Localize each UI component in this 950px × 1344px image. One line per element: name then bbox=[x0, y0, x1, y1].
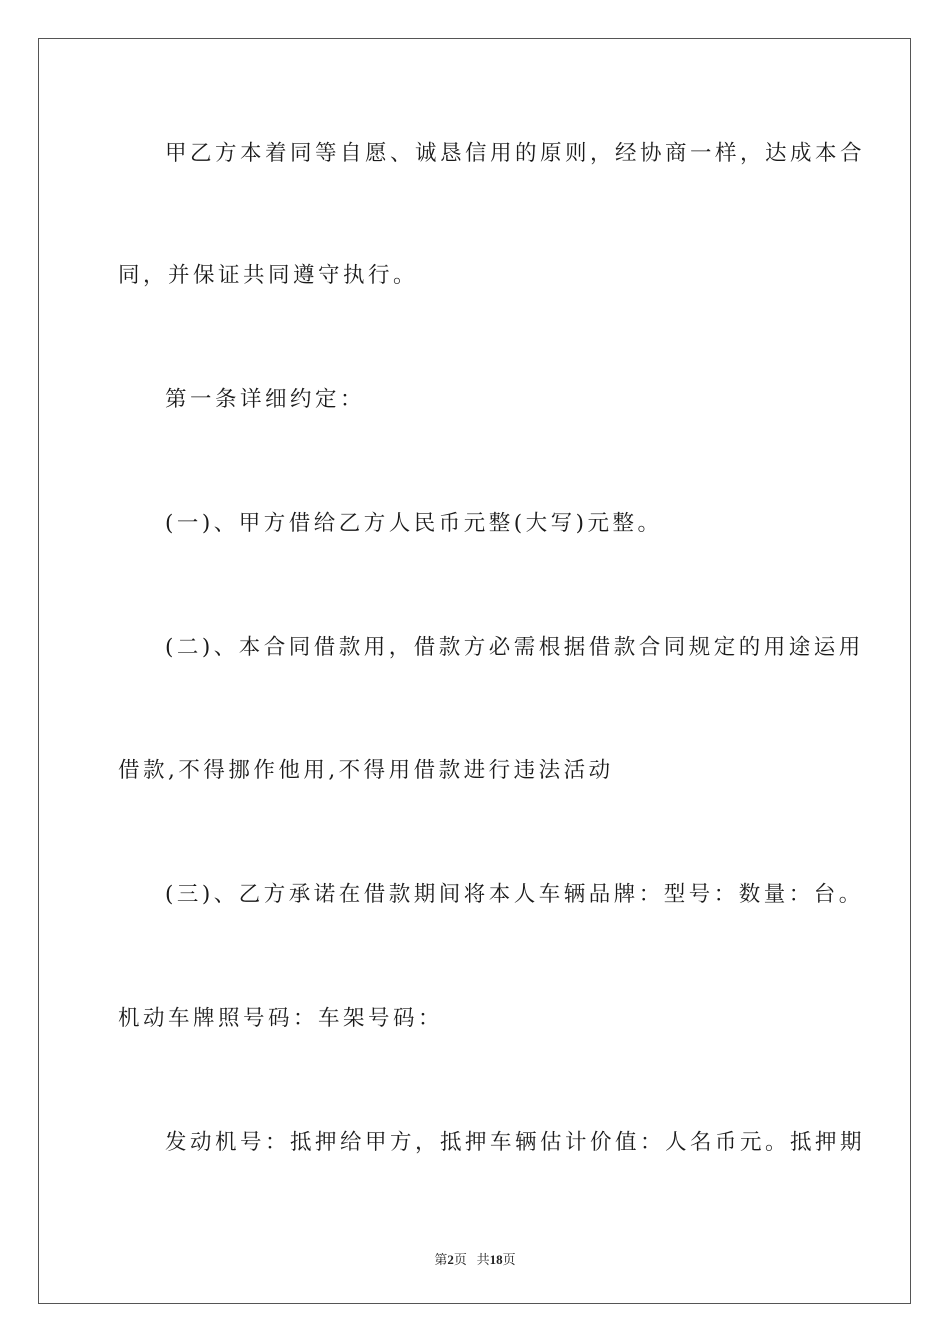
clause-3-line-2: 机动车牌照号码：车架号码： bbox=[118, 1006, 444, 1031]
page-border bbox=[38, 38, 911, 1304]
page-prefix: 第 bbox=[434, 1252, 448, 1267]
total-suffix: 页 bbox=[502, 1252, 516, 1267]
clause-2-line-1: (二)、本合同借款用，借款方必需根据借款合同规定的用途运用 bbox=[165, 635, 864, 660]
section-heading-article-1: 第一条详细约定： bbox=[165, 387, 366, 412]
total-prefix: 共 bbox=[476, 1252, 490, 1267]
clause-3-line-3: 发动机号：抵押给甲方，抵押车辆估计价值：人名币元。抵押期 bbox=[165, 1130, 866, 1155]
paragraph-line-2: 同，并保证共同遵守执行。 bbox=[118, 263, 419, 288]
clause-3-line-1: (三)、乙方承诺在借款期间将本人车辆品牌：型号：数量：台。 bbox=[165, 882, 864, 907]
paragraph-line-1: 甲乙方本着同等自愿、诚恳信用的原则，经协商一样，达成本合 bbox=[165, 141, 866, 166]
clause-1-line: (一)、甲方借给乙方人民币元整(大写)元整。 bbox=[165, 511, 663, 536]
page-footer bbox=[0, 1249, 950, 1268]
clause-2-line-2: 借款,不得挪作他用,不得用借款进行违法活动 bbox=[118, 758, 614, 783]
total-pages: 18 bbox=[489, 1252, 503, 1267]
page-suffix: 页 bbox=[453, 1252, 467, 1267]
page-number: 2 bbox=[447, 1252, 454, 1267]
